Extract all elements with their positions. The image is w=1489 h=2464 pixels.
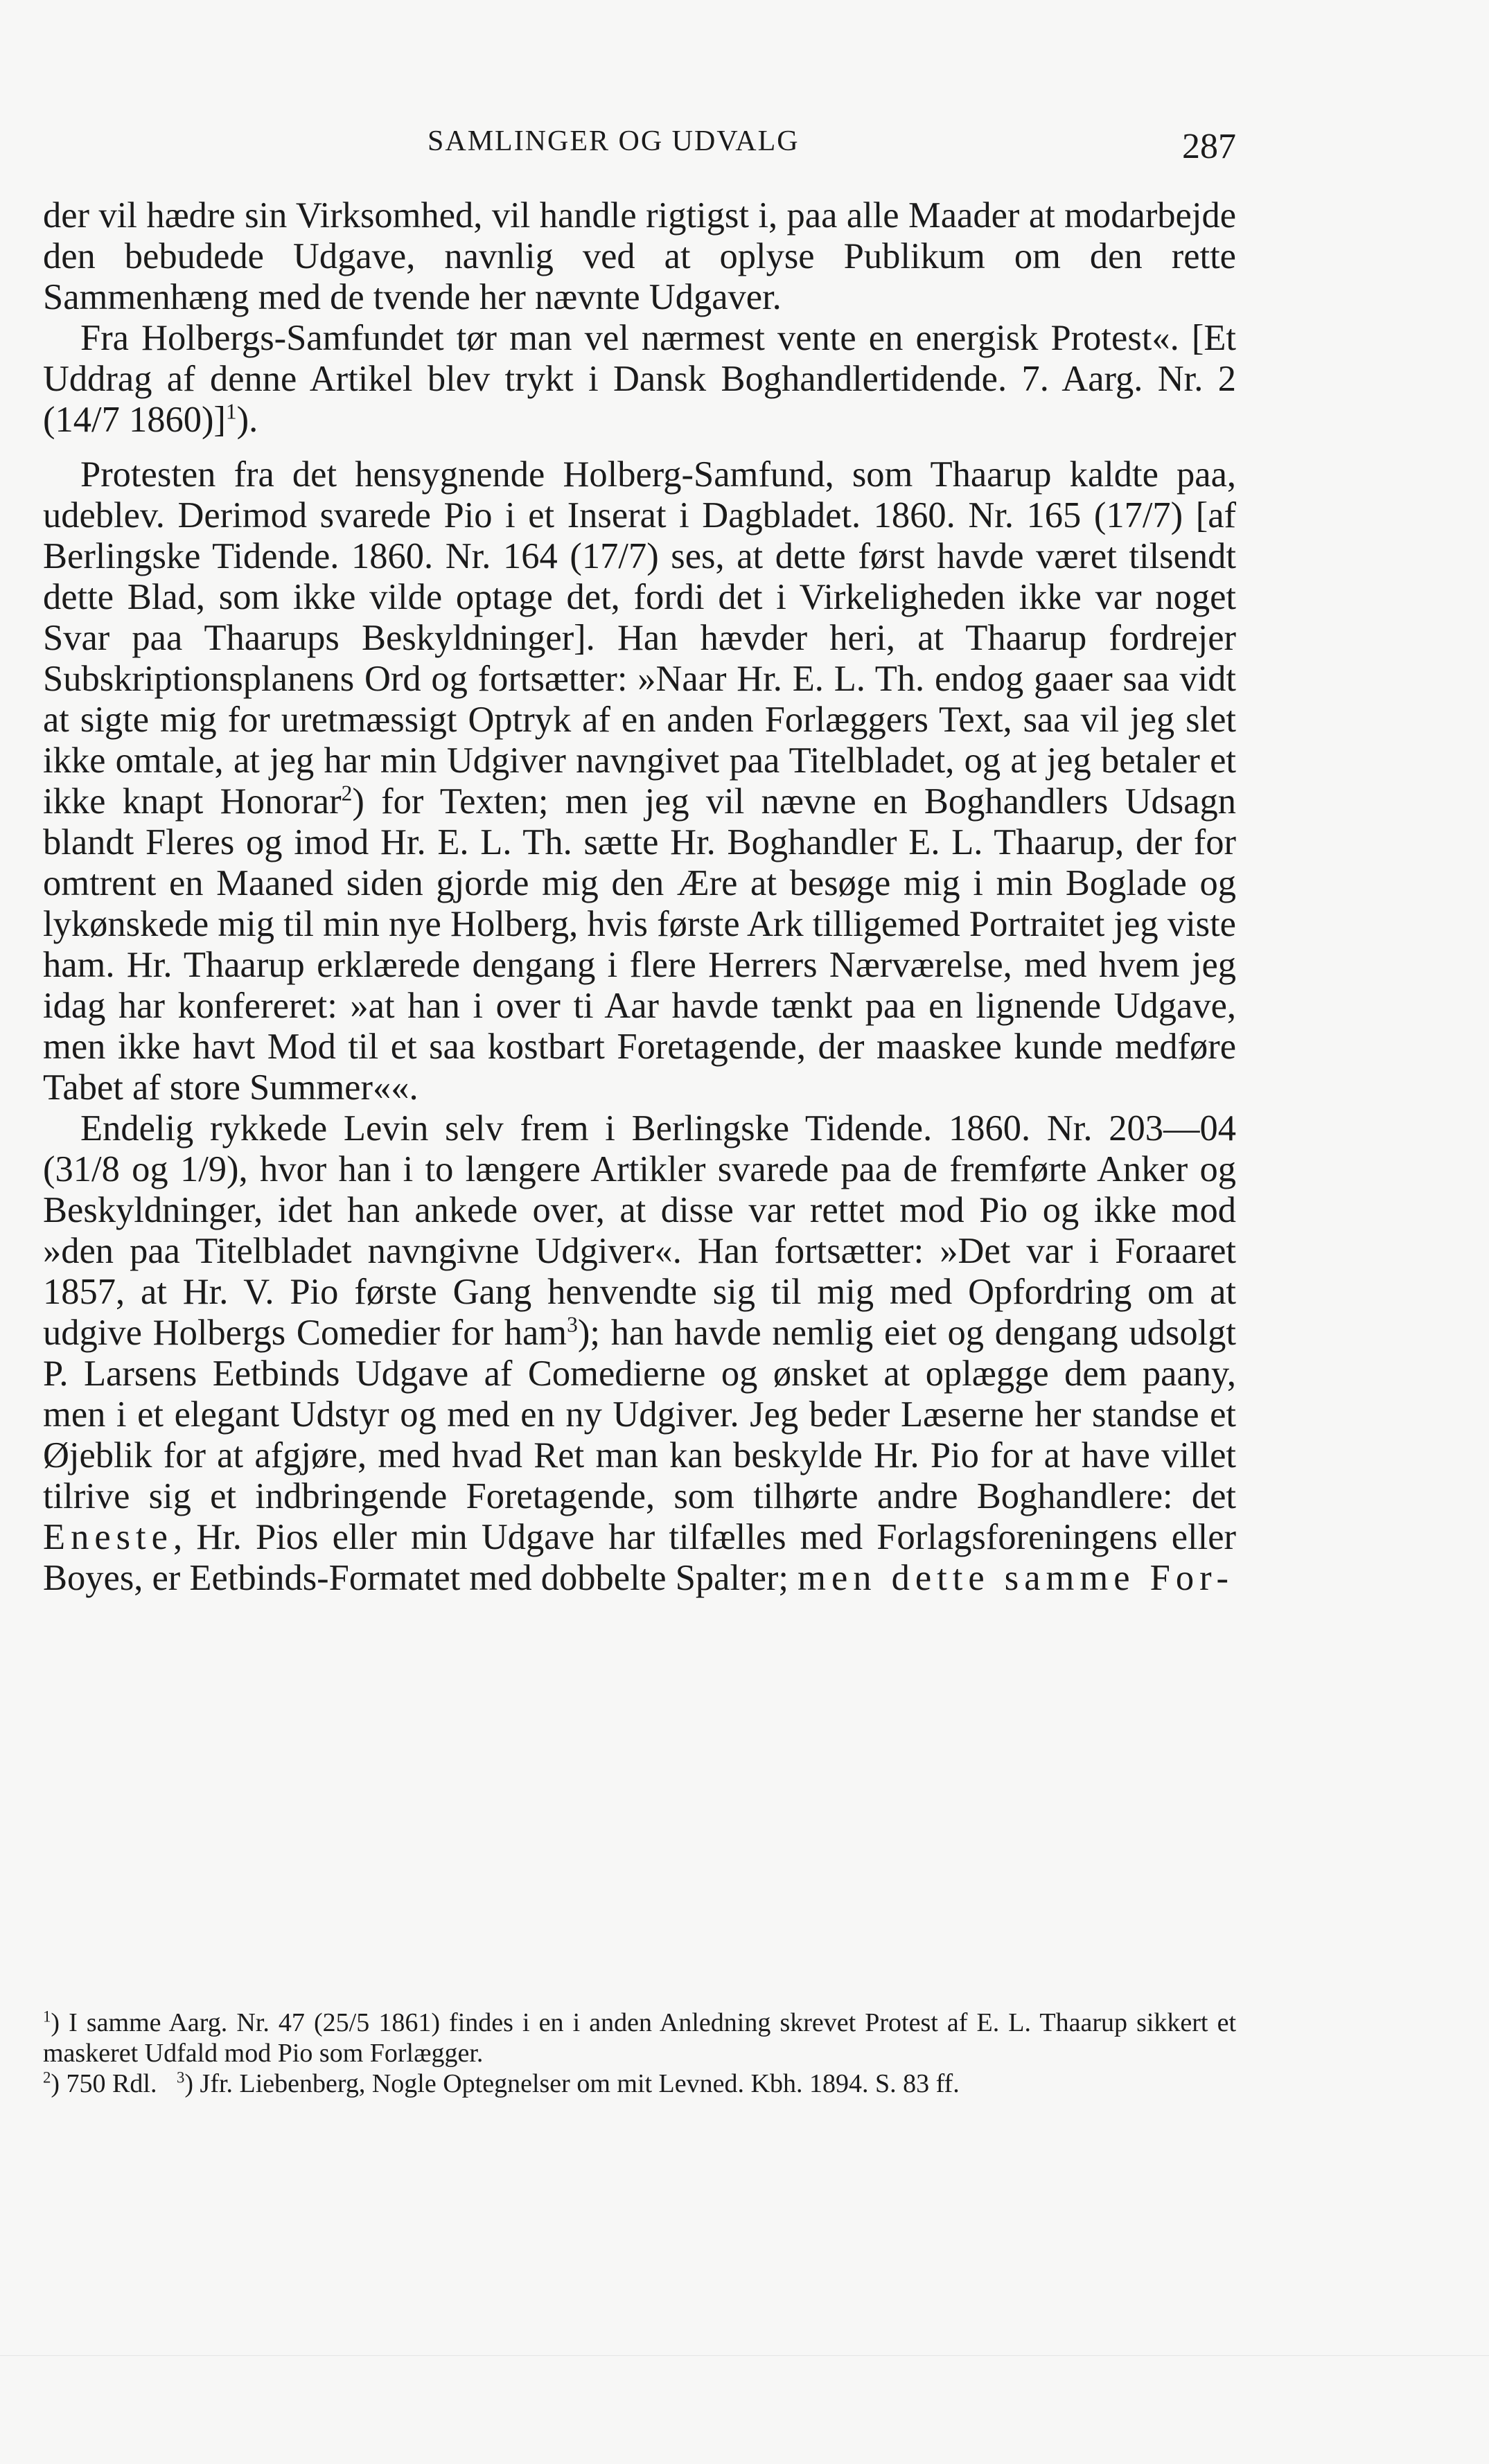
scan-edge-divider <box>0 2355 1489 2356</box>
paragraph-4-text-e: , Hr. Pios eller min Udgave har tilfælles med Forlagsforeningens eller Boyes, er Eetbinds-Formatet med dobbelte Spalter; <box>43 1517 1236 1598</box>
paragraph-2-text-b: 1860)] <box>119 400 226 440</box>
paragraph-1-text: der vil hædre sin Virksomhed, vil handle rigtigst i, paa alle Maader at modarbejde den bebudede Udgave, navnlig ved at oplyse Publikum om den rette Sammenhæng med de tvende her nævnte Udgaver. <box>43 195 1236 317</box>
paragraph-4-text-a: Endelig rykkede Levin selv frem i Berlingske Tidende. 1860. Nr. 203—04 ( <box>43 1108 1236 1189</box>
date-fraction: 25/5 <box>322 2008 370 2037</box>
paragraph-2 <box>43 318 1236 441</box>
spaced-emphasis: Eneste <box>43 1517 173 1557</box>
footnotes <box>43 2007 1236 2099</box>
date-fraction: 1/9 <box>179 1149 227 1189</box>
date-fraction: 17/7 <box>581 536 647 576</box>
footnote-mark-2: 2 <box>43 2068 51 2086</box>
footnote-3-text: ) Jfr. Liebenberg, Nogle Optegnelser om mit Levned. Kbh. 1894. S. 83 ff. <box>184 2069 960 2098</box>
footnote-ref-1: 1 <box>225 399 237 424</box>
paragraph-3-text-a: Protesten fra det hensygnende Holberg-Samfund, som Thaarup kaldte paa, udeblev. Derimod svarede Pio i et Inserat i Dagbladet. 1860. Nr. 165 ( <box>43 454 1236 535</box>
running-head: SAMLINGER OG UDVALG <box>428 125 800 157</box>
date-fraction: 31/8 <box>55 1149 120 1189</box>
date-fraction: 14/7 <box>55 400 120 440</box>
footnote-ref-3: 3 <box>567 1312 578 1337</box>
page-header <box>43 116 1236 172</box>
footnote-1 <box>43 2007 1236 2068</box>
paragraph-4-text-c: ), hvor han i to længere Artikler svarede paa de fremførte Anker og Beskyldninger, idet han ankede over, at disse var rettet mod Pio og ikke mod »den paa Titelbladet navngivne Udgiver«. Han fortsætter: »Det var i Foraaret 1857, at Hr. V. Pio første Gang henvendte sig til mig med Opfordring om at udgive Holbergs Comedier for ham <box>43 1149 1237 1353</box>
spaced-emphasis: men dette samme For- <box>798 1558 1234 1598</box>
paragraph-4-text-b: og <box>119 1149 180 1189</box>
paragraph-4-text-d: ); han havde nemlig eiet og dengang udsolgt P. Larsens Eetbinds Udgave af Comedierne og ønsket at oplægge dem paany, men i et elegant Udstyr og med en ny Udgiver. Jeg beder Læserne her standse et Øjeblik for at afgjøre, med hvad Ret man kan beskylde Hr. Pio for at have villet tilrive sig et indbringende Foretagende, som tilhørte andre Boghandlere: det <box>43 1313 1236 1516</box>
body-text <box>43 195 1236 1599</box>
date-fraction: 17/7 <box>1106 495 1171 535</box>
paragraph-3 <box>43 454 1236 1108</box>
paragraph-3-text-b: ) [af Berlingske Tidende. 1860. Nr. 164 ( <box>43 495 1236 576</box>
paragraph-2-text-a: Fra Holbergs-Samfundet tør man vel nærmest vente en energisk Protest«. [Et Uddrag af denne Artikel blev trykt i Dansk Boghandlertidende. 7. Aarg. Nr. 2 ( <box>43 318 1236 440</box>
paragraph-4 <box>43 1108 1236 1599</box>
footnote-ref-2: 2 <box>341 781 353 806</box>
footnote-2-text: ) 750 Rdl. <box>51 2069 157 2098</box>
page-number: 287 <box>1182 127 1236 166</box>
paragraph-1 <box>43 195 1236 318</box>
paragraph-3-text-c: ) ses, at dette først havde været tilsendt dette Blad, som ikke vilde optage det, fordi det i Virkeligheden ikke var noget Svar paa Thaarups Beskyldninger]. Han hævder heri, at Thaarup fordrejer Subskriptionsplanens Ord og fortsætter: »Naar Hr. E. L. Th. endog gaaer saa vidt at sigte mig for uretmæssigt Optryk af en anden Forlæggers Text, saa vil jeg slet ikke omtale, at jeg har min Udgiver navngivet paa Titelbladet, og at jeg betaler et ikke knapt Honorar <box>43 536 1236 822</box>
footnote-1-text-b: 1861) findes i en i anden Anledning skrevet Protest af E. L. Thaarup sikkert et maskeret Udfald mod Pio som Forlægger. <box>43 2008 1236 2068</box>
footnote-mark-3: 3 <box>176 2068 185 2086</box>
paragraph-2-text-c: ). <box>236 400 258 440</box>
footnote-1-text-a: ) I samme Aarg. Nr. 47 ( <box>51 2008 323 2037</box>
footnote-mark-1: 1 <box>43 2007 51 2026</box>
footnote-2-3 <box>43 2068 1236 2099</box>
paragraph-3-text-d: ) for Texten; men jeg vil nævne en Boghandlers Udsagn blandt Fleres og imod Hr. E. L. Th. sætte Hr. Boghandler E. L. Thaarup, der for omtrent en Maaned siden gjorde mig den Ære at besøge mig i min Boglade og lykønskede mig til min nye Holberg, hvis første Ark tilligemed Portraitet jeg viste ham. Hr. Thaarup erklærede dengang i flere Herrers Nærværelse, med hvem jeg idag har konfereret: »at han i over ti Aar havde tænkt paa en lignende Udgave, men ikke havt Mod til et saa kostbart Foretagende, der maaskee kunde medføre Tabet af store Summer««. <box>43 781 1236 1108</box>
